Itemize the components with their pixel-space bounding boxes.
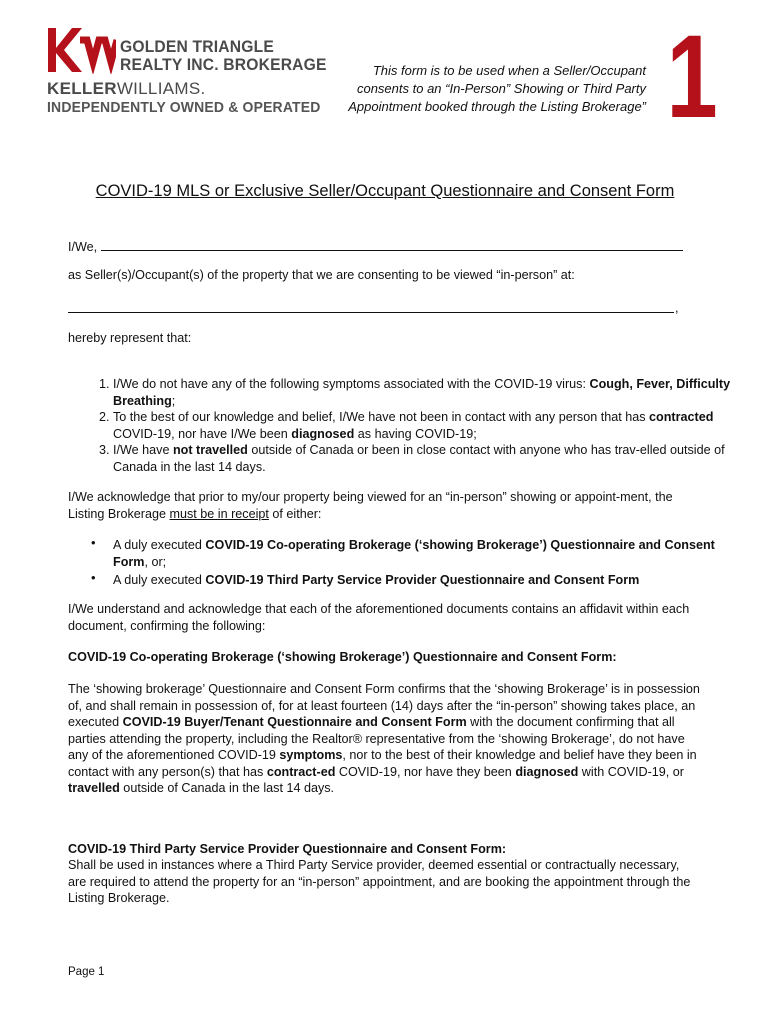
list-item: 2. To the best of our knowledge and belief, I/We have not been in contact with any person that has contracted COVID-19, nor have I/We been diagnosed as having COVID-19; [113, 409, 743, 442]
section-heading: COVID-19 Co-operating Brokerage (‘showing Brokerage’) Questionnaire and Consent Form: [68, 650, 617, 664]
names-label: I/We, [68, 240, 98, 254]
section-heading: COVID-19 Third Party Service Provider Questionnaire and Consent Form: [68, 842, 507, 856]
list-item: 3. I/We have not travelled outside of Canada or been in close contact with anyone who has trav-elled outside of Canada in the last 14 days. [113, 442, 743, 475]
list-item: • A duly executed COVID-19 Co-operating Brokerage (‘showing Brokerage’) Questionnaire and Consent Form, or; [91, 535, 715, 569]
keller-williams-wordmark [47, 79, 205, 99]
notice-line: Appointment booked through the Listing Brokerage” [348, 99, 646, 114]
brand-tagline: INDEPENDENTLY OWNED & OPERATED [47, 99, 321, 116]
brand-name-line-2: REALTY INC. BROKERAGE [120, 55, 327, 74]
wordmark-rest: WILLIAMS. [116, 79, 206, 98]
kw-logo [46, 26, 116, 74]
list-item: 1. I/We do not have any of the following symptoms associated with the COVID-19 virus: Cough, Fever, Difficulty Breathing; [113, 376, 743, 409]
address-comma: , [675, 301, 679, 315]
acknowledgement-paragraph: I/We acknowledge that prior to my/our property being viewed for an “in-person” showing or appoint-ment, the Listing Brokerage must be in receipt of either: [68, 490, 673, 521]
form-usage-notice [318, 62, 646, 116]
seller-statement: as Seller(s)/Occupant(s) of the property that we are consenting to be viewed “in-person” at: [68, 268, 575, 282]
notice-line: This form is to be used when a Seller/Occupant [372, 63, 646, 78]
form-title: COVID-19 MLS or Exclusive Seller/Occupant Questionnaire and Consent Form [95, 182, 675, 200]
section-body: The ‘showing brokerage’ Questionnaire and Consent Form confirms that the ‘showing Brokerage’ is in possession of, and shall remain in possession of, for at least fourteen (14) days after the “in-person” showing takes place, an executed COVID-19 Buyer/Tenant Questionnaire and Consent Form with the document confirming that all parties attending the property, including the Realtor® representative from the ‘showing Brokerage’, do not have any of the aforementioned COVID-19 symptoms, nor to the best of their knowledge and belief have they been in contact with any person(s) that has contract-ed COVID-19, nor have they been diagnosed with COVID-19, or travelled outside of Canada in the last 14 days. [68, 682, 700, 795]
notice-line: consents to an “In-Person” Showing or Third Party [356, 81, 646, 96]
form-number: 1 [666, 11, 718, 143]
representation-list [68, 376, 743, 475]
bullet: • [91, 570, 96, 585]
wordmark-bold: KELLER [47, 79, 117, 98]
property-address-input-line[interactable] [68, 300, 674, 313]
page-number: Page 1 [68, 966, 105, 978]
section-body: Shall be used in instances where a Third Party Service provider, deemed essential or contractually necessary, are required to attend the property for an “in-person” appointment, and are booking the appointment through the Listing Brokerage. [68, 858, 691, 905]
names-field-row [68, 238, 683, 256]
required-documents-list [68, 537, 743, 591]
names-input-line[interactable] [101, 238, 683, 251]
list-item: • A duly executed COVID-19 Third Party Service Provider Questionnaire and Consent Form [91, 570, 640, 587]
represent-statement: hereby represent that: [68, 331, 192, 345]
bullet: • [91, 535, 96, 550]
understanding-paragraph: I/We understand and acknowledge that each of the aforementioned documents contains an affidavit within each document, confirming the following: [68, 602, 690, 633]
brand-name-line-1: GOLDEN TRIANGLE [120, 37, 274, 56]
